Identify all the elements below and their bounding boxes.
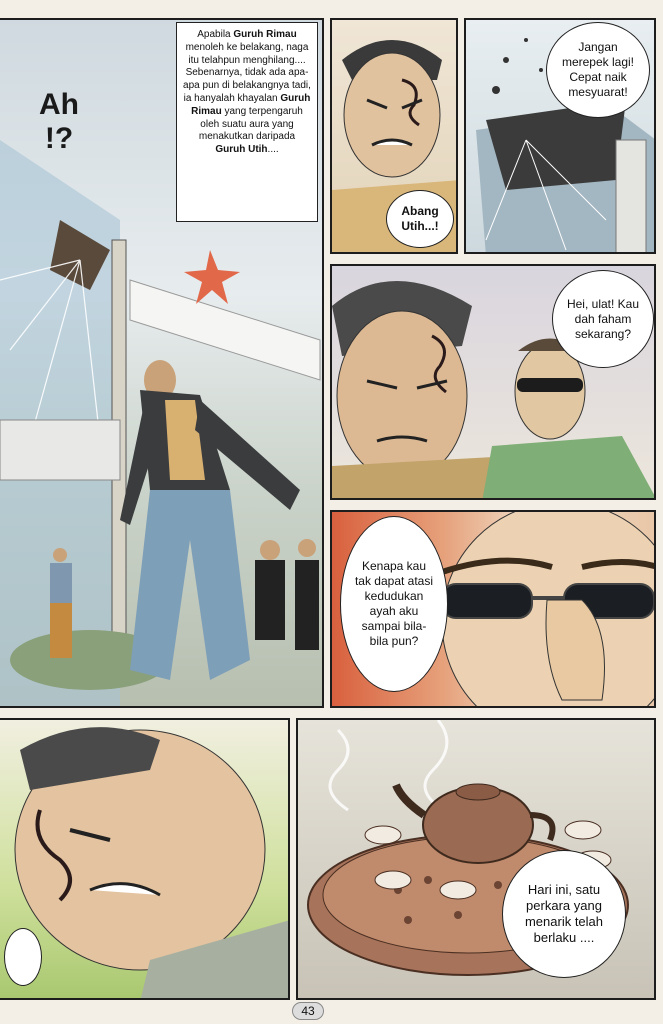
bubble-text: Hei, ulat! Kau dah faham sekarang?	[566, 296, 640, 341]
empty-speech-bubble	[4, 928, 42, 986]
caption-segment: ....	[267, 144, 279, 156]
narration-caption	[176, 22, 318, 222]
caption-text	[183, 29, 311, 155]
speech-bubble-kenapa	[340, 516, 448, 692]
speech-bubble-jangan-merepek	[546, 22, 650, 118]
sfx-line-2: !?	[44, 122, 74, 155]
speech-bubble-abang-utih	[386, 190, 454, 248]
caption-name: Guruh Utih	[215, 144, 268, 156]
sound-effect-ah	[14, 90, 104, 154]
sfx-line-1: Ah	[39, 88, 79, 121]
caption-segment: menoleh ke belakang, naga itu telahpun menghilang.... Sebenarnya, tidak ada apa-apa pun di belakangnya tadi, ia hanyalah khayalan	[183, 41, 311, 104]
panel-grimacing-man	[0, 718, 290, 1000]
panel-6-art	[0, 720, 290, 1000]
caption-name: Guruh Rimau	[233, 29, 297, 40]
bubble-text: Kenapa kau tak dapat atasi kedudukan ayah aku sampai bila-bila pun?	[354, 559, 434, 648]
bubble-text: Hari ini, satu perkara yang menarik telah berlaku ....	[524, 881, 604, 946]
speech-bubble-hei-ulat	[552, 270, 654, 368]
caption-name: Guruh Rimau	[191, 92, 311, 117]
panel-teapot	[296, 718, 656, 1000]
caption-segment: Apabila	[197, 29, 234, 40]
distant-figure	[50, 548, 72, 658]
page-number: 43	[292, 1002, 324, 1020]
bubble-text: Abang Utih...!	[401, 204, 439, 233]
bubble-text: Jangan merepek lagi! Cepat naik mesyuarat!	[561, 40, 635, 99]
speech-bubble-hari-ini	[502, 850, 626, 978]
caption-segment: yang terpengaruh oleh suatu aura yang menakutkan daripada	[198, 105, 303, 143]
